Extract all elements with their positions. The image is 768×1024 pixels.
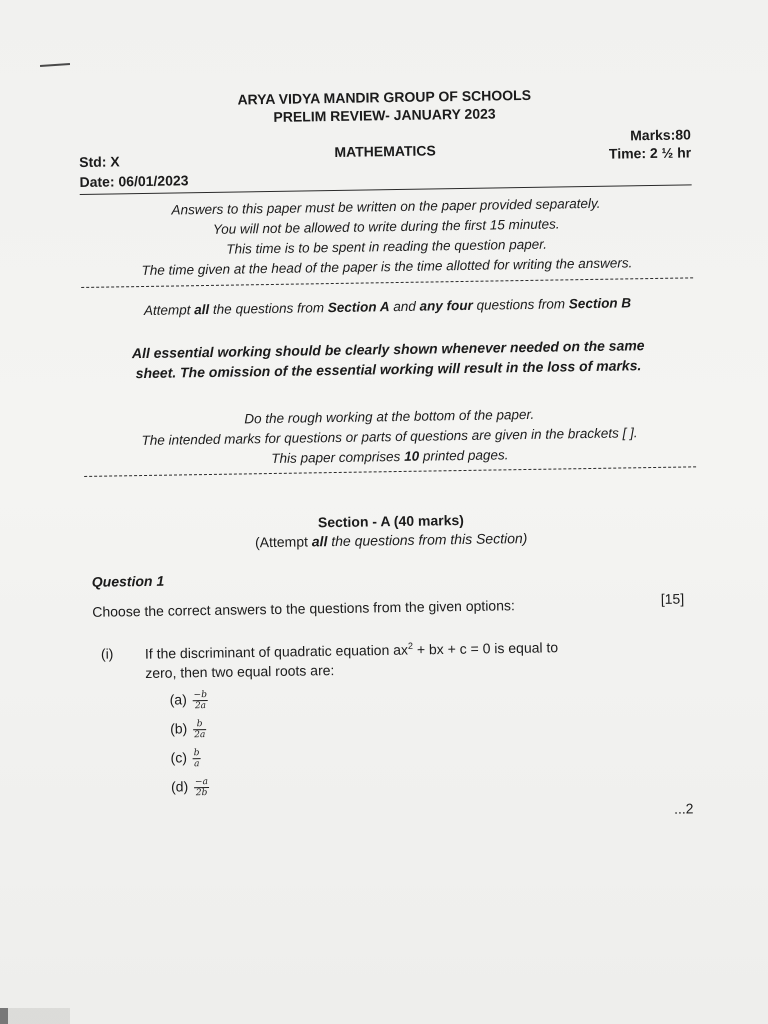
item-text-line-2: zero, then two equal roots are: [145,662,335,682]
item-number: (i) [100,645,114,662]
option-label: (c) [170,749,188,766]
section-a-title: Section - A (40 marks) [317,511,465,531]
option-fraction: $\frac{-a}{2b}$ [194,776,208,799]
question-1-title: Question 1 [91,572,165,590]
exam-title: PRELIM REVIEW- JANUARY 2023 [273,105,496,125]
section-a-subtitle: (Attempt all the questions from this Section) [254,529,528,551]
preface-divider [84,466,696,477]
option-b [170,714,207,743]
option-label: (a) [169,691,187,708]
pen-mark [40,63,70,67]
brackets-instruction: The intended marks for questions or parts of questions are given in the brackets [ ]. [141,425,638,449]
std-label: Std: X [79,153,120,170]
attempt-instruction: Attempt all the questions from Section A and any four questions from Section B [143,295,632,318]
option-a [169,685,208,714]
option-fraction: $\frac{b}{a}$ [193,747,200,770]
instruction-1: Answers to this paper must be written on the paper provided separately. [171,195,601,218]
school-name: ARYA VIDYA MANDIR GROUP OF SCHOOLS [237,86,532,108]
instruction-2: You will not be allowed to write during the first 15 minutes. [212,216,560,237]
instructions-divider [81,277,693,288]
essential-line-2: sheet. The omission of the essential working will result in the loss of marks. [135,357,642,382]
item-text-line-1: If the discriminant of quadratic equation $ax^2$ + bx + c = 0 is equal to [144,639,559,662]
option-label: (d) [170,778,189,795]
option-fraction: $\frac{b}{2a}$ [194,718,206,741]
scan-edge [0,1008,70,1024]
instruction-4: The time given at the head of the paper is the time allotted for writing the answers. [141,255,633,279]
option-c [170,743,200,771]
instruction-3: This time is to be spent in reading the question paper. [226,236,548,257]
pages-instruction: This paper comprises 10 printed pages. [271,447,509,467]
question-1-marks: [15] [660,590,685,607]
marks-label: Marks:80 [630,126,691,144]
page-continuation: ...2 [673,800,694,817]
time-label: Time: 2 ½ hr [608,144,692,162]
paper-content [78,74,694,817]
option-label: (b) [170,720,188,737]
option-d [171,772,209,801]
subject-label: MATHEMATICS [334,142,436,160]
rough-instruction: Do the rough working at the bottom of the paper. [244,406,535,427]
option-fraction: $\frac{-b}{2a}$ [193,689,208,712]
date-label: Date: 06/01/2023 [79,172,189,190]
question-1-prompt: Choose the correct answers to the questions from the given options: [92,597,515,620]
essential-line-1: All essential working should be clearly shown whenever needed on the same [131,337,645,362]
